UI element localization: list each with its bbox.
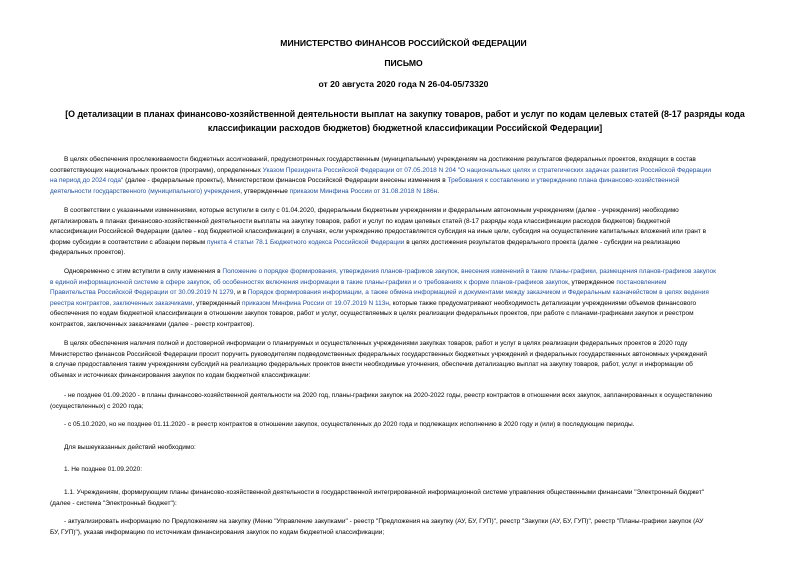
procedure-link-cont[interactable]: реестра контрактов, заключенных заказчиками — [50, 299, 193, 307]
resolution-link[interactable]: постановлением — [616, 278, 667, 286]
document-title — [50, 107, 760, 135]
paragraph-2 — [50, 206, 760, 259]
text-line: БУ, ГУП)"), указав информацию по источникам финансирования закупок по кодам бюджетной классификации; — [50, 528, 385, 536]
text-span: форме субсидии в соответствии с абзацем первым — [50, 238, 208, 246]
regulation-link[interactable]: Положение о порядке формирования, утверждения планов-графиков закупок, внесения изменений в такие планы-графики, размещения планов-графиков закупок — [222, 268, 717, 275]
text-line: федеральных проектов). — [50, 249, 126, 256]
text-span: , утвержденное — [567, 278, 617, 286]
regulation-link-cont[interactable]: в единой информационной системе в сфере закупок, об особенностях включения информации в такие планы-графики и о требованиях к форме планов-графиков закупок — [50, 278, 568, 286]
text-span: Одновременно с этим вступили в силу изменения в — [64, 268, 223, 275]
text-line: классификации Российской Федерации (далее - код бюджетной классификации) в случаях, если учреждению предоставляется субсидия на иные цели, субсидия на осуществление капитальных вложений или грант в — [50, 228, 707, 235]
text-line: контрактов, заключенных заказчиками (далее - реестр контрактов). — [50, 320, 255, 328]
decree-link[interactable]: Указом Президента Российской Федерации от 07.05.2018 N 204 "О национальных целях и стратегических задачах развития Российской Федерации — [262, 166, 712, 174]
ministry-heading: МИНИСТЕРСТВО ФИНАНСОВ РОССИЙСКОЙ ФЕДЕРАЦИИ — [280, 38, 527, 48]
paragraph-9 — [50, 488, 760, 509]
document-type: ПИСЬМО — [384, 58, 423, 68]
requirements-link[interactable]: Требования к составлению и утверждению плана финансово-хозяйственной — [447, 177, 680, 184]
text-line: 1.1. Учреждениям, формирующим планы финансово-хозяйственной деятельности в государственной интегрированной информационной системе управления общественными финансами "Электронный бюджет" — [64, 489, 705, 496]
text-line: В целях обеспечения прослеживаемости бюджетных ассигнований, предусмотренных государственным (муниципальным) учреждениям на достижение результатов федеральных проектов, входящих в состав — [64, 156, 696, 163]
order-186n-link[interactable]: приказом Минфина России от 31.08.2018 N 186н — [289, 187, 438, 195]
budget-code-link[interactable]: пункта 4 статьи 78.1 Бюджетного кодекса Российской Федерации — [207, 238, 405, 246]
text-line: в случае предоставления таким учреждениям субсидий на реализацию федеральных проектов внести необходимые уточнения, обеспечив детализацию выплат на закупку товаров, работ, услуг и информации об — [50, 361, 693, 368]
text-span: . — [437, 187, 440, 195]
text-line: объемах и источниках финансирования закупок по кодам бюджетной классификации: — [50, 371, 311, 379]
text-span: , которые также предусматривают необходимость детализации учреждениями объемов финансового — [389, 299, 697, 307]
text-line: (осуществленных) с 2020 года; — [50, 402, 144, 410]
text-line: Министерство финансов Российской Федерации просит поручить руководителям подведомственных федеральных государственных бюджетных учреждений и федеральных государственных автономных учреждений — [50, 350, 708, 358]
text-line: 1. Не позднее 01.09.2020: — [64, 466, 142, 473]
paragraph-1 — [50, 155, 760, 197]
order-113n-link[interactable]: приказом Минфина России от 19.07.2019 N 113н — [242, 299, 389, 307]
text-line: В соответствии с указанными изменениями, которые вступили в силу с 01.04.2020, федеральным бюджетным учреждениям и федеральным автономным учреждениям (далее - учреждения) необходимо — [64, 207, 679, 214]
resolution-link-cont[interactable]: Правительства Российской Федерации от 30.09.2019 N 1279 — [50, 289, 234, 296]
paragraph-8 — [50, 465, 760, 476]
text-span: соответствующих национальных проектов (программ), определенных — [50, 166, 263, 174]
text-line: (далее - система "Электронный бюджет"): — [50, 499, 177, 507]
paragraph-7 — [50, 443, 760, 454]
decree-link-cont[interactable]: на период до 2024 года" — [50, 177, 124, 184]
text-line: - актуализировать информацию по Предложениям на закупку (Меню "Управление закупками" - реестр "Предложения на закупку (АУ, БУ, ГУП)", реестр "Закупки (АУ, БУ, ГУП)", реестр "Планы-графики закупок (АУ — [64, 518, 704, 525]
requirements-link-cont[interactable]: деятельности государственного (муниципального) учреждения — [50, 187, 241, 195]
paragraph-6 — [50, 420, 760, 431]
title-line: классификации расходов бюджетов) бюджетной классификации Российской Федерации] — [207, 123, 603, 133]
text-line: - не позднее 01.09.2020 - в планы финансово-хозяйственной деятельности на 2020 год, планы-графики закупок на 2020-2022 годы, реестр контрактов в отношении всех закупок, запланированных к осуществлению — [64, 392, 713, 399]
procedure-link[interactable]: Порядок формирования информации, а также обмена информацией и документами между заказчиком и Федеральным казначейством в целях ведения — [247, 289, 709, 296]
text-line: Для вышеуказанных действий необходимо: — [64, 444, 196, 451]
text-line: детализировать в планах финансово-хозяйственной деятельности выплаты на закупку товаров, работ и услуг по кодам целевых статей (8-17 разряды кода классификации расходов бюджетов) бюджетной — [50, 217, 671, 225]
text-span: в целях достижения результатов федерального проекта (далее - субсидии на реализацию — [404, 238, 681, 246]
text-line: обеспечения по кодам бюджетной классификации в отношении закупок товаров, работ и услуг, осуществляемых в целях реализации федеральных проектов, при работе с планами-графиками закупок и реестром — [50, 310, 694, 317]
text-span: , утвержденные — [240, 187, 290, 195]
paragraph-4 — [50, 339, 760, 381]
text-span: , утвержденный — [192, 299, 242, 307]
paragraph-10 — [50, 517, 760, 538]
text-span: (далее - федеральные проекты), Министерством финансов Российской Федерации внесены изменения в — [123, 177, 448, 184]
text-line: В целях обеспечения наличия полной и достоверной информации о планируемых и осуществленных учреждениями закупках товаров, работ и услуг в целях реализации федеральных проектов в 2020 году — [64, 340, 688, 347]
text-span: , и в — [233, 289, 248, 296]
paragraph-5 — [50, 391, 760, 412]
title-line: [О детализации в планах финансово-хозяйственной деятельности выплат на закупку товаров, работ и услуг по кодам целевых статей (8-17 разряды кода — [65, 109, 745, 119]
paragraph-3 — [50, 267, 760, 330]
document-date-number: от 20 августа 2020 года N 26-04-05/73320 — [318, 79, 489, 89]
text-line: - с 05.10.2020, но не позднее 01.11.2020 - в реестр контрактов в отношении закупок, осуществленных до 2020 года и подлежащих исполнению в 2020 году и (или) в последующие периоды. — [64, 421, 635, 428]
